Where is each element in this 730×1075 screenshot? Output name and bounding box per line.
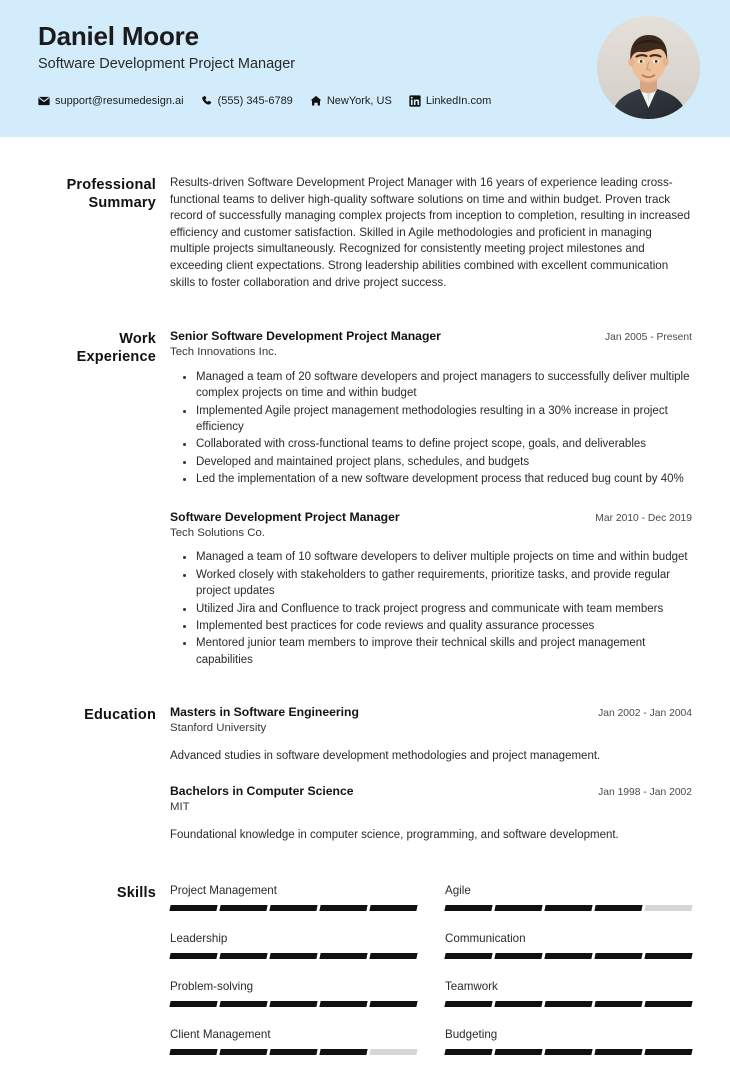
section-label-work: Work Experience xyxy=(76,331,156,365)
list-item: Implemented best practices for code reviews and quality assurance processes xyxy=(196,618,692,634)
contact-phone[interactable] xyxy=(201,95,293,107)
degree-title: Bachelors in Computer Science xyxy=(170,784,354,799)
section-professional-summary xyxy=(0,175,730,291)
list-item: Managed a team of 10 software developers to deliver multiple projects on time and within budget xyxy=(196,549,692,565)
skill-level-bar xyxy=(445,1001,692,1007)
skill-level-segment xyxy=(269,905,317,911)
list-item: Collaborated with cross-functional teams to define project scope, goals, and deliverables xyxy=(196,436,692,452)
job-date: Jan 2005 - Present xyxy=(604,332,692,344)
job-company: Tech Solutions Co. xyxy=(170,526,265,539)
section-label-summary: Professional Summary xyxy=(66,177,156,211)
list-item: Utilized Jira and Confluence to track project progress and communicate with team members xyxy=(196,601,692,617)
skill-level-segment xyxy=(594,1001,642,1007)
section-label-col xyxy=(38,175,170,291)
contact-row xyxy=(38,95,491,107)
job-role: Software Development Project Manager xyxy=(170,509,400,524)
section-education xyxy=(0,705,730,843)
job-bullets xyxy=(170,549,692,668)
degree-date: Jan 1998 - Jan 2002 xyxy=(598,787,692,799)
work-entries xyxy=(170,329,692,669)
phone-icon xyxy=(201,95,213,107)
skill-level-bar xyxy=(170,1001,417,1007)
skill-name: Budgeting xyxy=(445,1028,498,1042)
skills-content xyxy=(170,883,692,1075)
skill-level-segment xyxy=(169,953,217,959)
skill-level-segment xyxy=(269,953,317,959)
list-item: Managed a team of 20 software developers and project managers to successfully deliver multiple complex projects on time and within budget xyxy=(196,369,692,402)
skill-level-segment xyxy=(369,905,417,911)
degree-description: Foundational knowledge in computer science, programming, and software development. xyxy=(170,828,619,841)
degree-title: Masters in Software Engineering xyxy=(170,705,359,720)
skill-item xyxy=(170,931,417,959)
skill-level-segment xyxy=(444,953,492,959)
job-bullets xyxy=(170,369,692,488)
skill-level-segment xyxy=(644,905,692,911)
skill-level-bar xyxy=(170,953,417,959)
skills-grid xyxy=(170,883,692,1075)
skill-level-segment xyxy=(319,1001,367,1007)
skill-name: Communication xyxy=(445,932,526,946)
education-entries xyxy=(170,705,692,843)
section-work-experience xyxy=(0,329,730,669)
section-label-skills: Skills xyxy=(116,885,156,902)
skill-level-segment xyxy=(444,1049,492,1055)
skill-level-segment xyxy=(269,1001,317,1007)
degree-description: Advanced studies in software development methodologies and project management. xyxy=(170,749,601,762)
skill-level-segment xyxy=(544,953,592,959)
education-entry xyxy=(170,705,692,764)
list-item: Implemented Agile project management methodologies resulting in a 30% increase in project efficiency xyxy=(196,403,692,436)
skill-name: Leadership xyxy=(170,932,228,946)
email-icon xyxy=(38,95,50,107)
skill-name: Problem-solving xyxy=(170,980,254,994)
work-entry xyxy=(170,329,692,487)
skill-level-bar xyxy=(445,953,692,959)
skill-level-segment xyxy=(494,1049,542,1055)
skill-level-segment xyxy=(494,1001,542,1007)
home-icon xyxy=(310,95,322,107)
degree-date: Jan 2002 - Jan 2004 xyxy=(598,708,692,720)
skill-item xyxy=(445,931,692,959)
skill-level-segment xyxy=(319,905,367,911)
skill-level-bar xyxy=(170,1049,417,1055)
skill-level-segment xyxy=(369,953,417,959)
skill-level-segment xyxy=(219,1001,267,1007)
education-entry xyxy=(170,784,692,843)
avatar xyxy=(597,16,700,119)
summary-content xyxy=(170,175,692,291)
skill-item xyxy=(445,979,692,1007)
contact-location-text: NewYork, US xyxy=(326,94,392,107)
skill-level-segment xyxy=(544,905,592,911)
skill-level-segment xyxy=(644,1049,692,1055)
skill-name: Client Management xyxy=(170,1028,271,1042)
job-role: Senior Software Development Project Manager xyxy=(170,329,441,344)
list-item: Mentored junior team members to improve their technical skills and project management capabilities xyxy=(196,635,692,668)
list-item: Developed and maintained project plans, schedules, and budgets xyxy=(196,454,692,470)
section-label-col xyxy=(38,883,170,1075)
skill-level-segment xyxy=(219,1049,267,1055)
skill-item xyxy=(170,883,417,911)
skill-level-segment xyxy=(594,1049,642,1055)
linkedin-icon xyxy=(409,95,421,107)
section-label-education: Education xyxy=(84,707,156,724)
skill-level-segment xyxy=(644,1001,692,1007)
skill-level-segment xyxy=(319,1049,367,1055)
entry-head xyxy=(170,329,692,344)
skill-level-segment xyxy=(494,905,542,911)
skill-level-segment xyxy=(494,953,542,959)
contact-linkedin[interactable] xyxy=(409,95,491,107)
skill-level-segment xyxy=(594,953,642,959)
section-label-col xyxy=(38,705,170,843)
skill-level-segment xyxy=(444,1001,492,1007)
section-label-col xyxy=(38,329,170,669)
skill-level-segment xyxy=(219,905,267,911)
page-title: Daniel Moore xyxy=(38,21,199,51)
skill-level-bar xyxy=(445,1049,692,1055)
skill-level-segment xyxy=(219,953,267,959)
skill-name: Project Management xyxy=(170,884,277,898)
skill-item xyxy=(170,979,417,1007)
skill-level-bar xyxy=(170,905,417,911)
contact-email-text: support@resumedesign.ai xyxy=(55,94,184,107)
entry-head xyxy=(170,510,692,525)
avatar-photo xyxy=(597,16,700,119)
skill-level-segment xyxy=(369,1049,417,1055)
skill-item xyxy=(170,1027,417,1055)
contact-linkedin-text: LinkedIn.com xyxy=(425,94,492,107)
skill-item xyxy=(445,1027,692,1055)
resume-header xyxy=(0,0,730,137)
skill-level-segment xyxy=(644,953,692,959)
skill-level-segment xyxy=(169,1049,217,1055)
job-date: Mar 2010 - Dec 2019 xyxy=(595,512,692,524)
skill-level-segment xyxy=(444,905,492,911)
entry-head xyxy=(170,705,692,720)
contact-location[interactable] xyxy=(310,95,392,107)
contact-email[interactable] xyxy=(38,95,184,107)
skill-level-segment xyxy=(319,953,367,959)
list-item: Worked closely with stakeholders to gather requirements, prioritize tasks, and provide regular project updates xyxy=(196,567,692,600)
skill-name: Teamwork xyxy=(445,980,498,994)
skill-item xyxy=(445,883,692,911)
skill-level-segment xyxy=(594,905,642,911)
school-name: Stanford University xyxy=(170,722,267,735)
school-name: MIT xyxy=(170,801,190,814)
skill-level-segment xyxy=(544,1001,592,1007)
skill-level-segment xyxy=(269,1049,317,1055)
entry-head xyxy=(170,784,692,799)
skill-level-segment xyxy=(169,1001,217,1007)
skill-level-segment xyxy=(544,1049,592,1055)
contact-phone-text: (555) 345-6789 xyxy=(217,94,293,107)
section-skills xyxy=(0,883,730,1075)
skill-level-segment xyxy=(169,905,217,911)
skill-name: Agile xyxy=(445,884,471,898)
job-title: Software Development Project Manager xyxy=(38,55,296,72)
skill-level-segment xyxy=(369,1001,417,1007)
resume-body xyxy=(0,175,730,1075)
skill-level-bar xyxy=(445,905,692,911)
work-entry xyxy=(170,510,692,668)
job-company: Tech Innovations Inc. xyxy=(170,346,278,359)
list-item: Led the implementation of a new software development process that reduced bug count by 40% xyxy=(196,471,692,487)
summary-text: Results-driven Software Development Project Manager with 16 years of experience leading cross-functional teams to deliver high-quality software solutions on time and within budget. Proven track record of successfully managing complex projects from inception to completion, resulting in increased efficiency and customer satisfaction. Skilled in Agile methodologies and proficient in managing multiple projects simultaneously. Recognized for consistently meeting project milestones and exceeding client expectations. Strong leadership abilities combined with excellent communication skills to foster collaboration and drive project success. xyxy=(170,176,691,289)
